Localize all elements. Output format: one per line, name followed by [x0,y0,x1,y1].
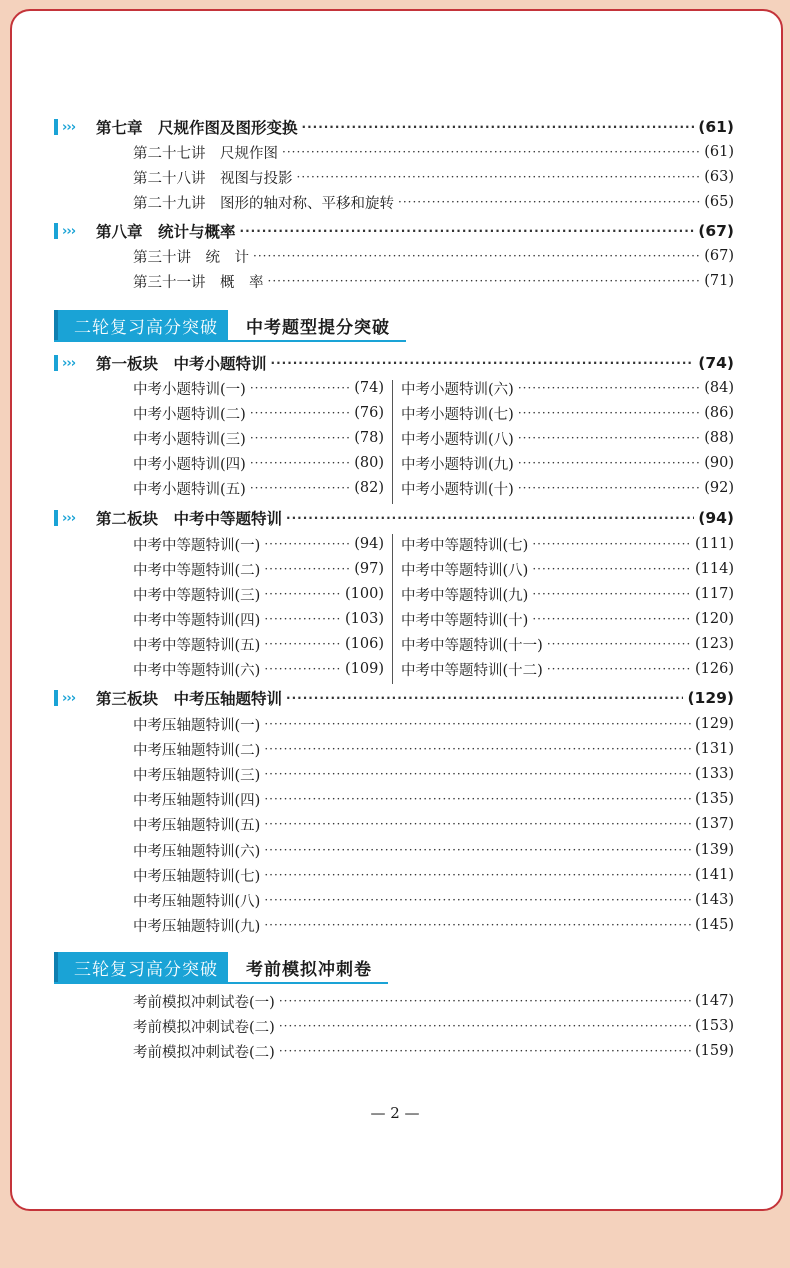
toc-item[interactable]: 中考小题特训(十) ····· (92) [401,477,734,499]
toc-item[interactable]: 中考小题特训(七) ····· (86) [401,402,734,424]
toc-item[interactable]: 中考中等题特训(一) ····· (94) [133,533,384,555]
toc-item[interactable]: 中考中等题特训(二) ····· (97) [133,558,384,580]
toc-item[interactable]: 第三十讲 统 计 ····· (67) [133,245,734,267]
section-banner-round-3 [54,952,388,984]
toc-item[interactable]: 中考压轴题特训(九) ····· (145) [133,914,734,936]
toc-item[interactable]: 中考压轴题特训(七) ····· (141) [133,864,734,886]
toc-item[interactable]: 中考中等题特训(八) ····· (114) [401,558,734,580]
toc-item[interactable]: 中考小题特训(二) ····· (76) [133,402,384,424]
toc-item[interactable]: 中考压轴题特训(一) ····· (129) [133,713,734,735]
column-divider [392,534,393,684]
column-divider [392,380,393,504]
banner-subtitle: 考前模拟冲刺卷 [246,959,372,980]
banner-label: 三轮复习高分突破 [54,952,228,982]
toc-item[interactable]: 中考压轴题特训(五) ····· (137) [133,813,734,835]
toc-item[interactable]: 中考中等题特训(九) ····· (117) [401,583,734,605]
toc-block-2[interactable]: 第二板块 中考中等题特训 ····· (94) [96,507,734,529]
toc-block-1[interactable]: 第一板块 中考小题特训 ····· (74) [96,352,734,374]
toc-block-3[interactable]: 第三板块 中考压轴题特训 ····· (129) [96,687,734,709]
page-number: — 2 — [370,1104,420,1122]
toc-item[interactable]: 中考小题特训(四) ····· (80) [133,452,384,474]
toc-item[interactable]: 第二十八讲 视图与投影 ····· (63) [133,166,734,188]
toc-item[interactable]: 中考小题特训(九) ····· (90) [401,452,734,474]
toc-item[interactable]: 中考中等题特训(十一) ····· (123) [401,633,734,655]
toc-item[interactable]: 中考中等题特训(七) ····· (111) [401,533,734,555]
toc-item[interactable]: 中考中等题特训(四) ····· (103) [133,608,384,630]
toc-item[interactable]: 中考中等题特训(十二) ····· (126) [401,658,734,680]
chapter-marker-icon: ››› [54,220,75,242]
toc-item[interactable]: 考前模拟冲刺试卷(一) ····· (147) [133,990,734,1012]
toc-item[interactable]: 中考小题特训(六) ····· (84) [401,377,734,399]
toc-item[interactable]: 中考中等题特训(六) ····· (109) [133,658,384,680]
toc-item[interactable]: 中考压轴题特训(二) ····· (131) [133,738,734,760]
toc-item[interactable]: 中考中等题特训(十) ····· (120) [401,608,734,630]
banner-subtitle: 中考题型提分突破 [246,317,390,338]
chapter-marker-icon: ››› [54,507,75,529]
banner-label: 二轮复习高分突破 [54,310,228,340]
toc-item[interactable]: 中考小题特训(一) ····· (74) [133,377,384,399]
toc-item[interactable]: 考前模拟冲刺试卷(二) ····· (153) [133,1015,734,1037]
toc-item[interactable]: 中考压轴题特训(八) ····· (143) [133,889,734,911]
toc-item[interactable]: 中考中等题特训(三) ····· (100) [133,583,384,605]
section-banner-round-2 [54,310,406,342]
toc-chapter-7[interactable]: 第七章 尺规作图及图形变换 ····· (61) [96,116,734,138]
toc-item[interactable]: 考前模拟冲刺试卷(二) ····· (159) [133,1040,734,1062]
toc-item[interactable]: 第二十九讲 图形的轴对称、平移和旋转 ····· (65) [133,191,734,213]
toc-chapter-8[interactable]: 第八章 统计与概率 ····· (67) [96,220,734,242]
toc-item[interactable]: 中考压轴题特训(四) ····· (135) [133,788,734,810]
toc-item[interactable]: 中考压轴题特训(六) ····· (139) [133,839,734,861]
chapter-marker-icon: ››› [54,687,75,709]
toc-item[interactable]: 中考压轴题特训(三) ····· (133) [133,763,734,785]
toc-item[interactable]: 中考小题特训(八) ····· (88) [401,427,734,449]
toc-item[interactable]: 中考小题特训(三) ····· (78) [133,427,384,449]
toc-item[interactable]: 第二十七讲 尺规作图 ····· (61) [133,141,734,163]
toc-item[interactable]: 中考小题特训(五) ····· (82) [133,477,384,499]
chapter-marker-icon: ››› [54,116,75,138]
toc-item[interactable]: 第三十一讲 概 率 ····· (71) [133,270,734,292]
chapter-marker-icon: ››› [54,352,75,374]
toc-item[interactable]: 中考中等题特训(五) ····· (106) [133,633,384,655]
